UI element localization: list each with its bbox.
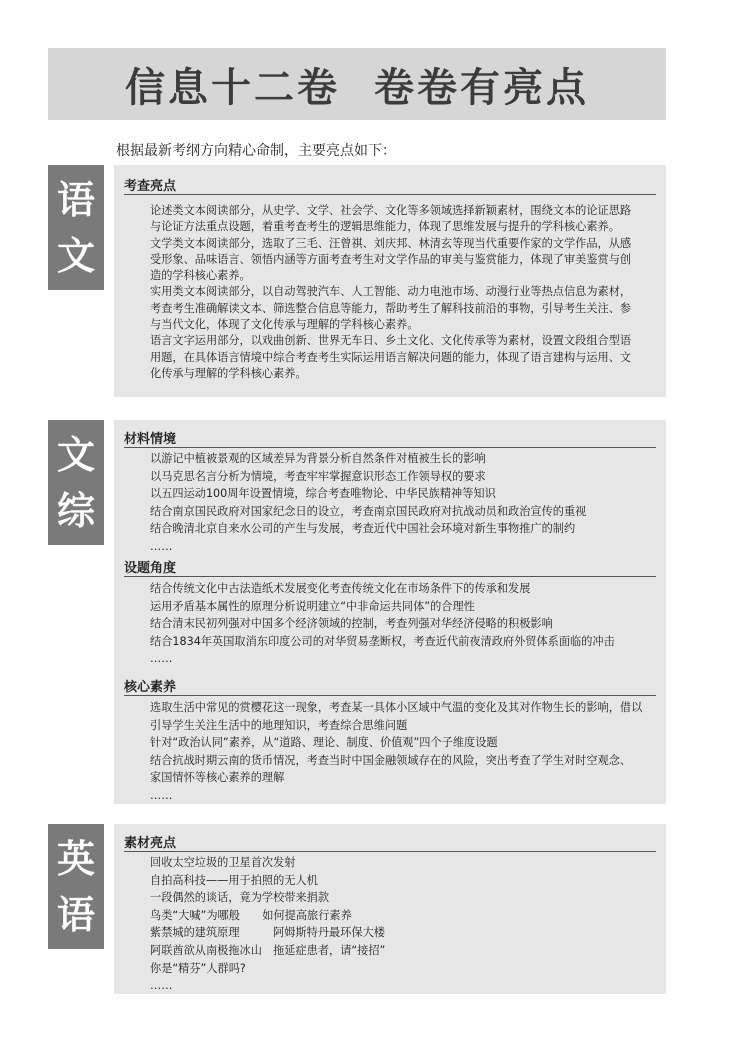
subject-char: 语	[56, 177, 95, 222]
text-line: 语言文字运用部分，以戏曲创新、世界无车日、乡土文化、文化传承等为素材，设置文段组合型语	[150, 334, 632, 348]
heading-underline	[124, 194, 656, 195]
text-line: 一段偶然的谈话，竟为学校带来捐款	[150, 891, 330, 905]
text-line: 以马克思名言分析为情境，考查牢牢掌握意识形态工作领导权的要求	[150, 469, 486, 483]
text-line: 你是“精芬”人群吗?	[150, 961, 246, 975]
text-line: ……	[150, 788, 173, 802]
text-line: 受形象、品味语言、领悟内涵等方面考查考生对文学作品的审美与鉴赏能力，体现了审美鉴赏与创	[150, 252, 632, 266]
section-yingyu	[114, 824, 666, 994]
section-wenzong	[114, 420, 666, 804]
subject-char: 综	[56, 488, 95, 533]
intro-text: 根据最新考纲方向精心命制，主要亮点如下：	[116, 143, 396, 159]
text-line: ……	[150, 539, 173, 553]
heading-underline	[124, 695, 656, 696]
text-line: 选取生活中常见的赏樱花这一现象，考查某一具体小区域中气温的变化及其对作物生长的影响，借以	[150, 701, 643, 714]
title-banner	[48, 48, 666, 120]
text-line: 考查考生准确解读文本、筛选整合信息等能力，帮助考生了解科技前沿的事物，引导考生关注、参	[150, 301, 632, 315]
text-line: 文学类文本阅读部分，选取了三毛、汪曾祺、刘庆邦、林清玄等现当代重要作家的文学作品，从感	[150, 236, 632, 250]
heading-underline	[124, 447, 656, 448]
text-line: 化传承与理解的学科核心素养。	[150, 366, 307, 380]
text-line: 紫禁城的建筑原理 阿姆斯特丹最环保大楼	[150, 926, 385, 940]
text-line: 回收太空垃圾的卫星首次发射	[150, 856, 296, 869]
text-line: 结合抗战时期云南的货币情况，考查当时中国金融领域存在的风险，突出考查了学生对时空观念、	[150, 753, 632, 767]
heading-underline	[124, 576, 656, 577]
text-line: 以五四运动100周年设置情境，综合考查唯物论、中华民族精神等知识	[150, 487, 496, 501]
subject-label-yuwen	[48, 165, 104, 290]
text-line: 实用类文本阅读部分，以自动驾驶汽车、人工智能、动力电池市场、动漫行业等热点信息为素材，	[150, 285, 632, 299]
text-line: 引导学生关注生活中的地理知识，考查综合思维问题	[150, 718, 408, 732]
text-line: 造的学科核心素养。	[150, 269, 251, 283]
wenzong-group-3-lines	[150, 699, 654, 805]
text-line: 论述类文本阅读部分，从史学、文学、社会学、文化等多领域选择新颖素材，围绕文本的论证思路	[150, 204, 632, 217]
wenzong-group-2-lines	[150, 580, 654, 668]
yingyu-lines	[150, 854, 654, 995]
text-line: 用题，在具体语言情境中综合考查考生实际运用语言解决问题的能力，体现了语言建构与运用、文	[150, 350, 632, 364]
text-line: 结合1834年英国取消东印度公司的对华贸易垄断权，考查近代前夜清政府外贸体系面临的冲击	[150, 634, 615, 648]
title-part-1: 信息十二卷	[125, 64, 340, 111]
section-heading: 设题角度	[124, 561, 177, 576]
text-line: 结合清末民初列强对中国多个经济领域的控制，考查列强对华经济侵略的积极影响	[150, 617, 553, 631]
subject-label-wenzong	[48, 420, 104, 545]
wenzong-group-1-lines	[150, 450, 654, 556]
text-line: 结合南京国民政府对国家纪念日的设立，考查南京国民政府对抗战动员和政治宣传的重视	[150, 504, 587, 518]
subject-char: 语	[56, 892, 95, 937]
title-part-2: 卷卷有亮点	[374, 64, 589, 111]
heading-underline	[124, 851, 656, 852]
text-line: 阿联酋欲从南极拖冰山 拖延症患者，请“接招”	[150, 943, 386, 957]
text-line: 以游记中植被景观的区域差异为背景分析自然条件对植被生长的影响	[150, 452, 486, 465]
yuwen-lines	[150, 203, 654, 382]
subject-char: 文	[56, 432, 95, 477]
section-heading: 材料情境	[124, 432, 177, 447]
subject-label-yingyu	[48, 824, 104, 949]
subject-char: 文	[56, 233, 95, 278]
text-line: 结合传统文化中古法造纸术发展变化考查传统文化在市场条件下的传承和发展	[150, 582, 531, 595]
section-heading: 素材亮点	[124, 836, 177, 851]
section-heading: 核心素养	[124, 680, 177, 695]
text-line: ……	[150, 652, 173, 666]
text-line: 家国情怀等核心素养的理解	[150, 771, 285, 785]
text-line: 与当代文化，体现了文化传承与理解的学科核心素养。	[150, 318, 419, 332]
subject-char: 英	[56, 836, 95, 881]
text-line: 鸟类“大喊”为哪般 如何提高旅行素养	[150, 908, 352, 922]
section-heading: 考查亮点	[124, 179, 177, 194]
text-line: 运用矛盾基本属性的原理分析说明建立“中非命运共同体”的合理性	[150, 599, 475, 613]
text-line: ……	[150, 979, 173, 993]
text-line: 结合晚清北京自来水公司的产生与发展，考查近代中国社会环境对新生事物推广的制约	[150, 522, 576, 536]
text-line: 与论证方法重点设题，着重考查考生的逻辑思维能力，体现了思维发展与提升的学科核心素养。	[150, 220, 620, 234]
text-line: 针对“政治认同”素养，从“道路、理论、制度、价值观”四个子维度设题	[150, 736, 498, 750]
section-yuwen	[114, 165, 666, 397]
text-line: 自拍高科技——用于拍照的无人机	[150, 873, 318, 887]
